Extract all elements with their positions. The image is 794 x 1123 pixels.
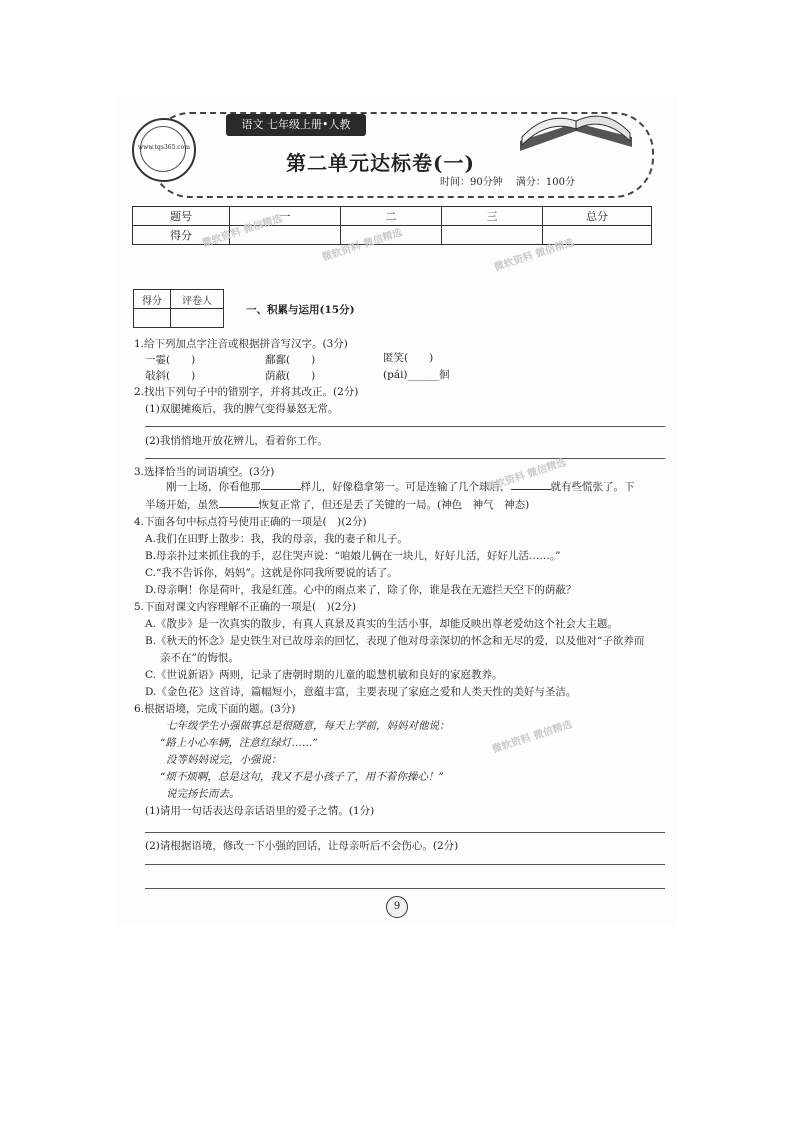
- score-table-header-row: [133, 207, 652, 226]
- subject-tag: 语文 七年级上册•人教: [226, 114, 366, 136]
- q3-text-1c: 就有些慌张了。下: [550, 481, 635, 493]
- score-cell-total: 总分: [543, 207, 652, 226]
- q6-stem: 6.根据语境，完成下面的题。(3分): [134, 703, 296, 715]
- watermark-3: 微软资料 微信精选: [492, 237, 576, 274]
- score-cell-1: 一: [230, 207, 341, 226]
- grader-score-input[interactable]: [134, 309, 171, 328]
- q6-sub-1: (1)请用一句话表达母亲话语里的爱子之情。(1分): [145, 805, 375, 817]
- q5-option-a[interactable]: A.《散步》是一次真实的散步，有真人真景及真实的生活小事，却能反映出尊老爱幼这个社会大主题。: [145, 618, 618, 630]
- q5-option-b[interactable]: B.《秋天的怀念》是史铁生对已故母亲的回忆，表现了他对母亲深切的怀念和无尽的爱，以及他对“子欲养而: [145, 635, 645, 647]
- exam-info: [440, 173, 575, 188]
- q3-text-2b: 恢复正常了，但还是丢了关键的一局。(神色 神气 神态): [258, 499, 530, 511]
- logo-text: www.tqs365.com: [138, 144, 190, 151]
- q6-passage-5: 说完扬长而去。: [166, 788, 240, 800]
- q4-option-b[interactable]: B.母亲扑过来抓住我的手，忍住哭声说：“咱娘儿俩在一块儿，好好儿活，好好儿活……。”: [145, 550, 561, 562]
- q6-passage-2: “路上小心车辆，注意红绿灯……”: [160, 737, 318, 749]
- q6-answer-line-3[interactable]: [145, 888, 665, 889]
- q3-blank-1[interactable]: [261, 479, 301, 490]
- q1-item-2: 鄱鄱( ): [265, 354, 316, 366]
- q2-sentence-2: (2)我悄悄地开放花辨儿，看着你工作。: [145, 435, 328, 447]
- q3-text-2a: 半场开始，虽然: [145, 499, 219, 511]
- q6-answer-line-1[interactable]: [145, 832, 665, 833]
- watermark-1: 微软资料 微信精选: [200, 213, 284, 250]
- watermark-5: 微软资料 微信精选: [490, 719, 574, 756]
- q6-sub-2: (2)请根据语境，修改一下小强的回话，让母亲听后不会伤心。(2分): [145, 840, 459, 852]
- publisher-logo: [132, 118, 196, 182]
- q4-option-a[interactable]: A.我们在田野上散步：我，我的母亲，我的妻子和儿子。: [145, 533, 408, 545]
- book-icon: [516, 101, 636, 163]
- q4-option-d[interactable]: D.母亲啊！你是荷叶，我是红莲。心中的雨点来了，除了你，谁是我在无遮拦天空下的荫蔽？: [145, 584, 577, 596]
- score-cell-2: 二: [341, 207, 442, 226]
- q2-answer-line-1[interactable]: [145, 426, 665, 427]
- q3-line-2: [145, 497, 529, 512]
- q5-option-c[interactable]: C.《世说新语》两则，记录了唐朝时期的儿童的聪慧机敏和良好的家庭教养。: [145, 669, 503, 681]
- grader-name-input[interactable]: [170, 309, 223, 328]
- q3-text-1b: 样儿，好像稳拿第一。可是连输了几个球后，: [300, 481, 511, 493]
- q1-stem: 1.给下列加点字注音或根据拼音写汉字。(3分): [134, 338, 348, 350]
- q2-stem: 2.找出下列句子中的错别字，并将其改正。(2分): [134, 386, 359, 398]
- q3-line-1: [166, 479, 635, 494]
- q6-passage-3: 没等妈妈说完，小强说：: [166, 754, 282, 766]
- section-heading: 一、积累与运用(15分): [246, 304, 355, 316]
- q4-option-c[interactable]: C.“我不告诉你，妈妈”。这就是你同我所要说的话了。: [145, 567, 398, 579]
- q2-answer-line-2[interactable]: [145, 458, 665, 459]
- watermark-4: 微软资料 微信精选: [484, 457, 568, 494]
- q6-answer-line-2[interactable]: [145, 864, 665, 865]
- exam-full-score: 满分：100分: [515, 177, 576, 188]
- q1-item-6: (pái)______徊: [383, 369, 450, 381]
- grader-table: [133, 289, 224, 328]
- grader-score-label: 得分: [134, 290, 171, 309]
- page-title: 第二单元达标卷(一): [286, 151, 475, 175]
- q6-passage-1: 七年级学生小强做事总是很随意，每天上学前，妈妈对他说：: [166, 720, 450, 732]
- q3-text-1a: 刚一上场，你看他那: [166, 481, 261, 493]
- q5-stem: 5.下面对课文内容理解不正确的一项是( )(2分): [134, 601, 357, 613]
- page-number: 9: [386, 896, 408, 918]
- watermark-2: 微软资料 微信精选: [320, 227, 404, 264]
- q1-item-3: 匿笑( ): [383, 352, 434, 364]
- q6-passage-4: “烦不烦啊，总是这句，我又不是小孩子了，用不着你操心！”: [160, 771, 444, 783]
- q5-option-d[interactable]: D.《金色花》这首诗，篇幅短小，意蕴丰富，主要表现了家庭之爱和人类天性的美好与圣洁。: [145, 686, 577, 698]
- q2-sentence-1: (1)双腿摊痪后，我的脾气变得暴怒无常。: [145, 403, 339, 415]
- score-input-3[interactable]: [442, 226, 543, 245]
- q3-stem: 3.选择恰当的词语填空。(3分): [134, 466, 275, 478]
- score-cell-3: 三: [442, 207, 543, 226]
- q5-option-b-cont: 亲不在”的悔恨。: [160, 652, 239, 664]
- q1-item-4: 敧斜( ): [145, 370, 196, 382]
- q4-stem: 4.下面各句中标点符号使用正确的一项是( )(2分): [134, 516, 367, 528]
- score-cell-label: 题号: [133, 207, 230, 226]
- q1-item-1: 一霎( ): [145, 354, 196, 366]
- exam-time: 时间：90分钟: [440, 177, 503, 188]
- q3-blank-3[interactable]: [219, 497, 259, 508]
- score-row-label: 得分: [133, 226, 230, 245]
- q1-item-5: 荫蔽( ): [265, 370, 316, 382]
- grader-name-label: 评卷人: [170, 290, 223, 309]
